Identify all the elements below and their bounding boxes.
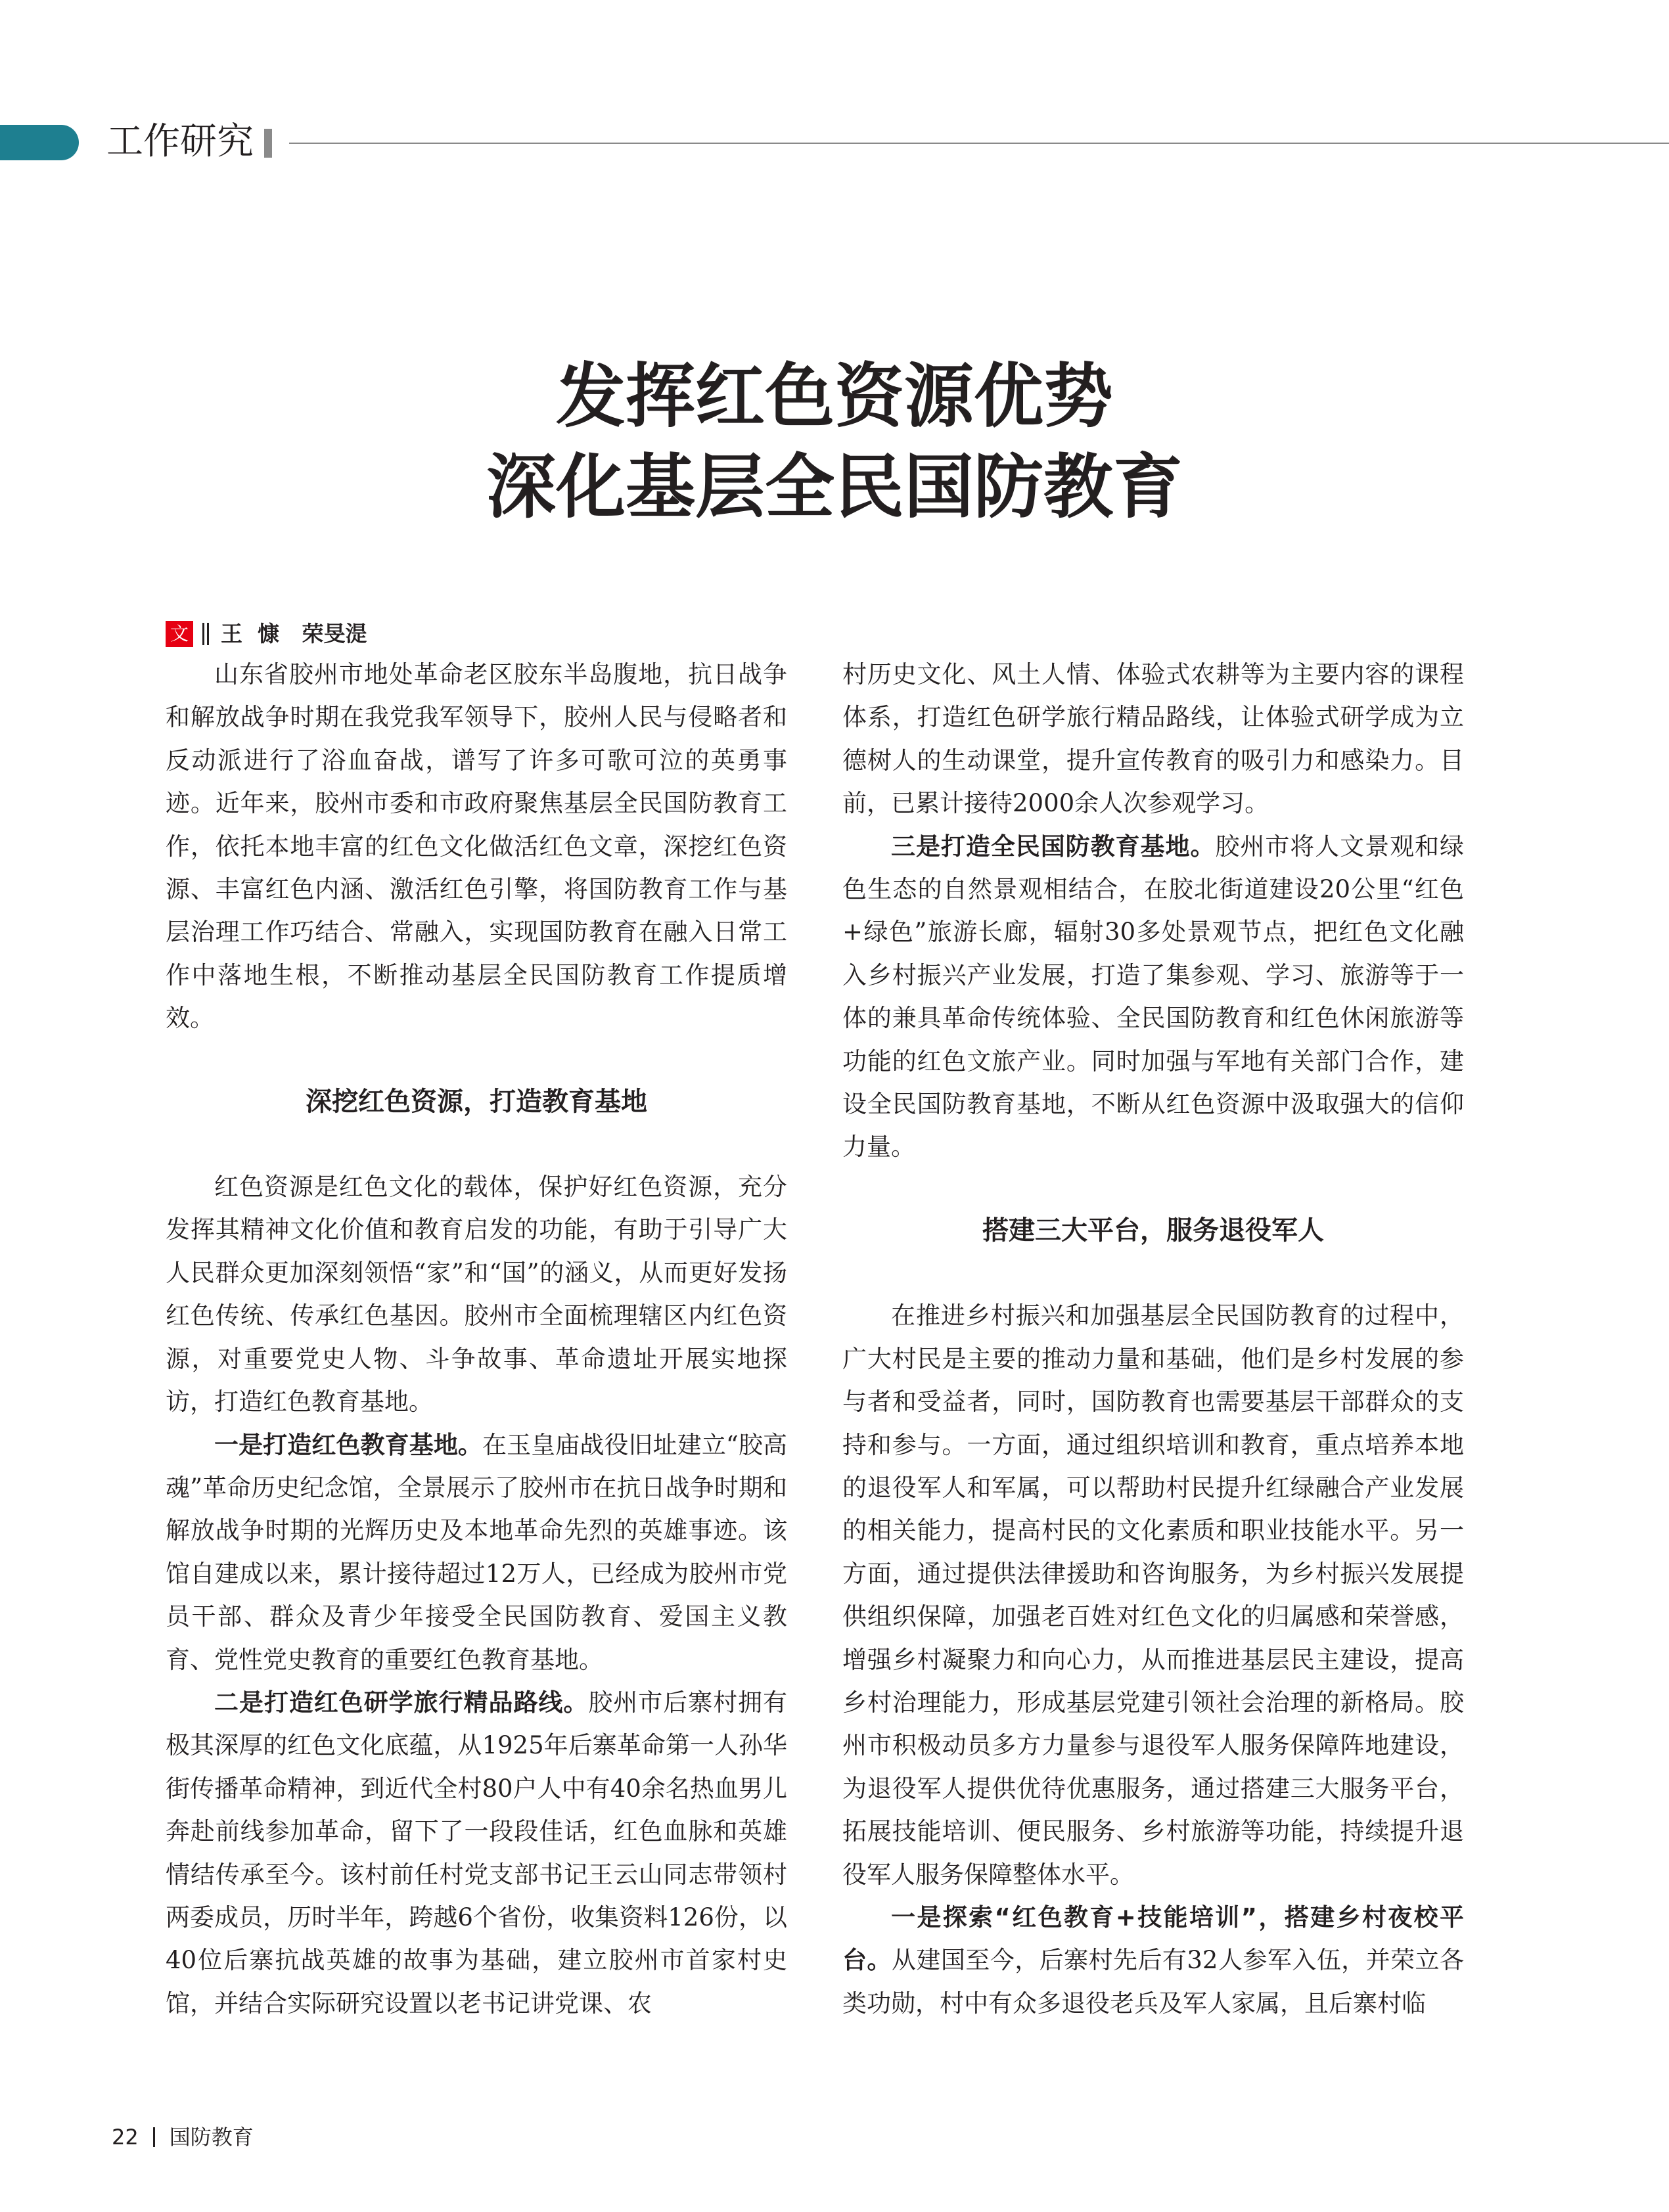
- page-footer: [112, 2122, 254, 2152]
- page-number: 22: [112, 2125, 139, 2150]
- section1-paragraph: 红色资源是红色文化的载体，保护好红色资源，充分发挥其精神文化价值和教育启发的功能，有助于引导广大人民群众更加深刻领悟“家”和“国”的涵义，从而更好发扬红色传统、传承红色基因。胶州市全面梳理辖区内红色资源，对重要党史人物、斗争故事、革命遗址开展实地探访，打造红色教育基地。: [166, 1173, 787, 1416]
- continued-paragraph: 村历史文化、风土人情、体验式农耕等为主要内容的课程体系，打造红色研学旅行精品路线，让体验式研学成为立德树人的生动课堂，提升宣传教育的吸引力和感染力。目前，已累计接待2000余人次参观学习。: [842, 660, 1464, 818]
- point3-lead: 三是打造全民国防教育基地。: [891, 832, 1216, 861]
- byline-separator: [202, 623, 209, 645]
- header-rule: [289, 143, 1669, 144]
- point3-paragraph: [842, 825, 1464, 1169]
- point1-lead: 一是打造红色教育基地。: [214, 1430, 482, 1459]
- point2-lead: 二是打造红色研学旅行精品路线。: [214, 1688, 589, 1717]
- byline-badge: 文: [166, 621, 193, 647]
- platform1-paragraph: [842, 1896, 1464, 2025]
- section-title-divider: [264, 129, 272, 158]
- intro-paragraph: 山东省胶州市地处革命老区胶东半岛腹地，抗日战争和解放战争时期在我党我军领导下，胶州人民与侵略者和反动派进行了浴血奋战，谱写了许多可歌可泣的英勇事迹。近年来，胶州市委和市政府聚焦基层全民国防教育工作，依托本地丰富的红色文化做活红色文章，深挖红色资源、丰富红色内涵、激活红色引擎，将国防教育工作与基层治理工作巧结合、常融入，实现国防教育在融入日常工作中落地生根，不断推动基层全民国防教育工作提质增效。: [166, 660, 787, 1033]
- section-tab-marker: [0, 125, 79, 160]
- article-title-line-2: 深化基层全民国防教育: [486, 447, 1183, 528]
- platform1-lead: 一是探索“红色教育+技能培训”，搭建乡村夜校平台。: [842, 1903, 1464, 1975]
- article-column-left: [166, 653, 787, 2025]
- byline: [166, 618, 367, 650]
- article-title: [0, 351, 1669, 533]
- byline-authors: 王 慷 荣旻湜: [221, 621, 367, 646]
- point2-text: 胶州市后寨村拥有极其深厚的红色文化底蕴，从1925年后寨革命第一人孙华街传播革命精神，到近代全村80户人中有40余名热血男儿奔赴前线参加革命，留下了一段段佳话，红色血脉和英雄情结传承至今。该村前任村党支部书记王云山同志带领村两委成员，历时半年，跨越6个省份，收集资料126份，以40位后寨抗战英雄的故事为基础，建立胶州市首家村史馆，并结合实际研究设置以老书记讲党课、农: [166, 1688, 788, 2018]
- point1-paragraph: [166, 1424, 787, 1681]
- section-title: 工作研究: [106, 120, 254, 163]
- point3-text: 胶州市将人文景观和绿色生态的自然景观相结合，在胶北街道建设20公里“红色+绿色”旅游长廊，辐射30多处景观节点，把红色文化融入乡村振兴产业发展，打造了集参观、学习、旅游等于一体的兼具革命传统体验、全民国防教育和红色休闲旅游等功能的红色文旅产业。同时加强与军地有关部门合作，建设全民国防教育基地，不断从红色资源中汲取强大的信仰力量。: [842, 832, 1465, 1162]
- footer-divider: [153, 2127, 155, 2147]
- platform1-text: 从建国至今，后寨村先后有32人参军入伍，并荣立各类功勋，村中有众多退役老兵及军人家属，且后寨村临: [842, 1946, 1464, 2018]
- section-heading-2: 搭建三大平台，服务退役军人: [982, 1215, 1324, 1246]
- point2-paragraph: [166, 1681, 787, 2025]
- point1-text: 在玉皇庙战役旧址建立“胶高魂”革命历史纪念馆，全景展示了胶州市在抗日战争时期和解放战争时期的光辉历史及本地革命先烈的英雄事迹。该馆自建成以来，累计接待超过12万人，已经成为胶州市党员干部、群众及青少年接受全民国防教育、爱国主义教育、党性党史教育的重要红色教育基地。: [166, 1430, 787, 1674]
- section-heading-1: 深挖红色资源，打造教育基地: [306, 1086, 647, 1117]
- publication-name: 国防教育: [169, 2125, 254, 2150]
- article-column-right: [842, 653, 1464, 2025]
- article-title-line-1: 发挥红色资源优势: [556, 356, 1113, 437]
- section2-paragraph: 在推进乡村振兴和加强基层全民国防教育的过程中，广大村民是主要的推动力量和基础，他们是乡村发展的参与者和受益者，同时，国防教育也需要基层干部群众的支持和参与。一方面，通过组织培训和教育，重点培养本地的退役军人和军属，可以帮助村民提升红绿融合产业发展的相关能力，提高村民的文化素质和职业技能水平。另一方面，通过提供法律援助和咨询服务，为乡村振兴发展提供组织保障，加强老百姓对红色文化的归属感和荣誉感，增强乡村凝聚力和向心力，从而推进基层民主建设，提高乡村治理能力，形成基层党建引领社会治理的新格局。胶州市积极动员多方力量参与退役军人服务保障阵地建设，为退役军人提供优待优惠服务，通过搭建三大服务平台，拓展技能培训、便民服务、乡村旅游等功能，持续提升退役军人服务保障整体水平。: [842, 1301, 1464, 1889]
